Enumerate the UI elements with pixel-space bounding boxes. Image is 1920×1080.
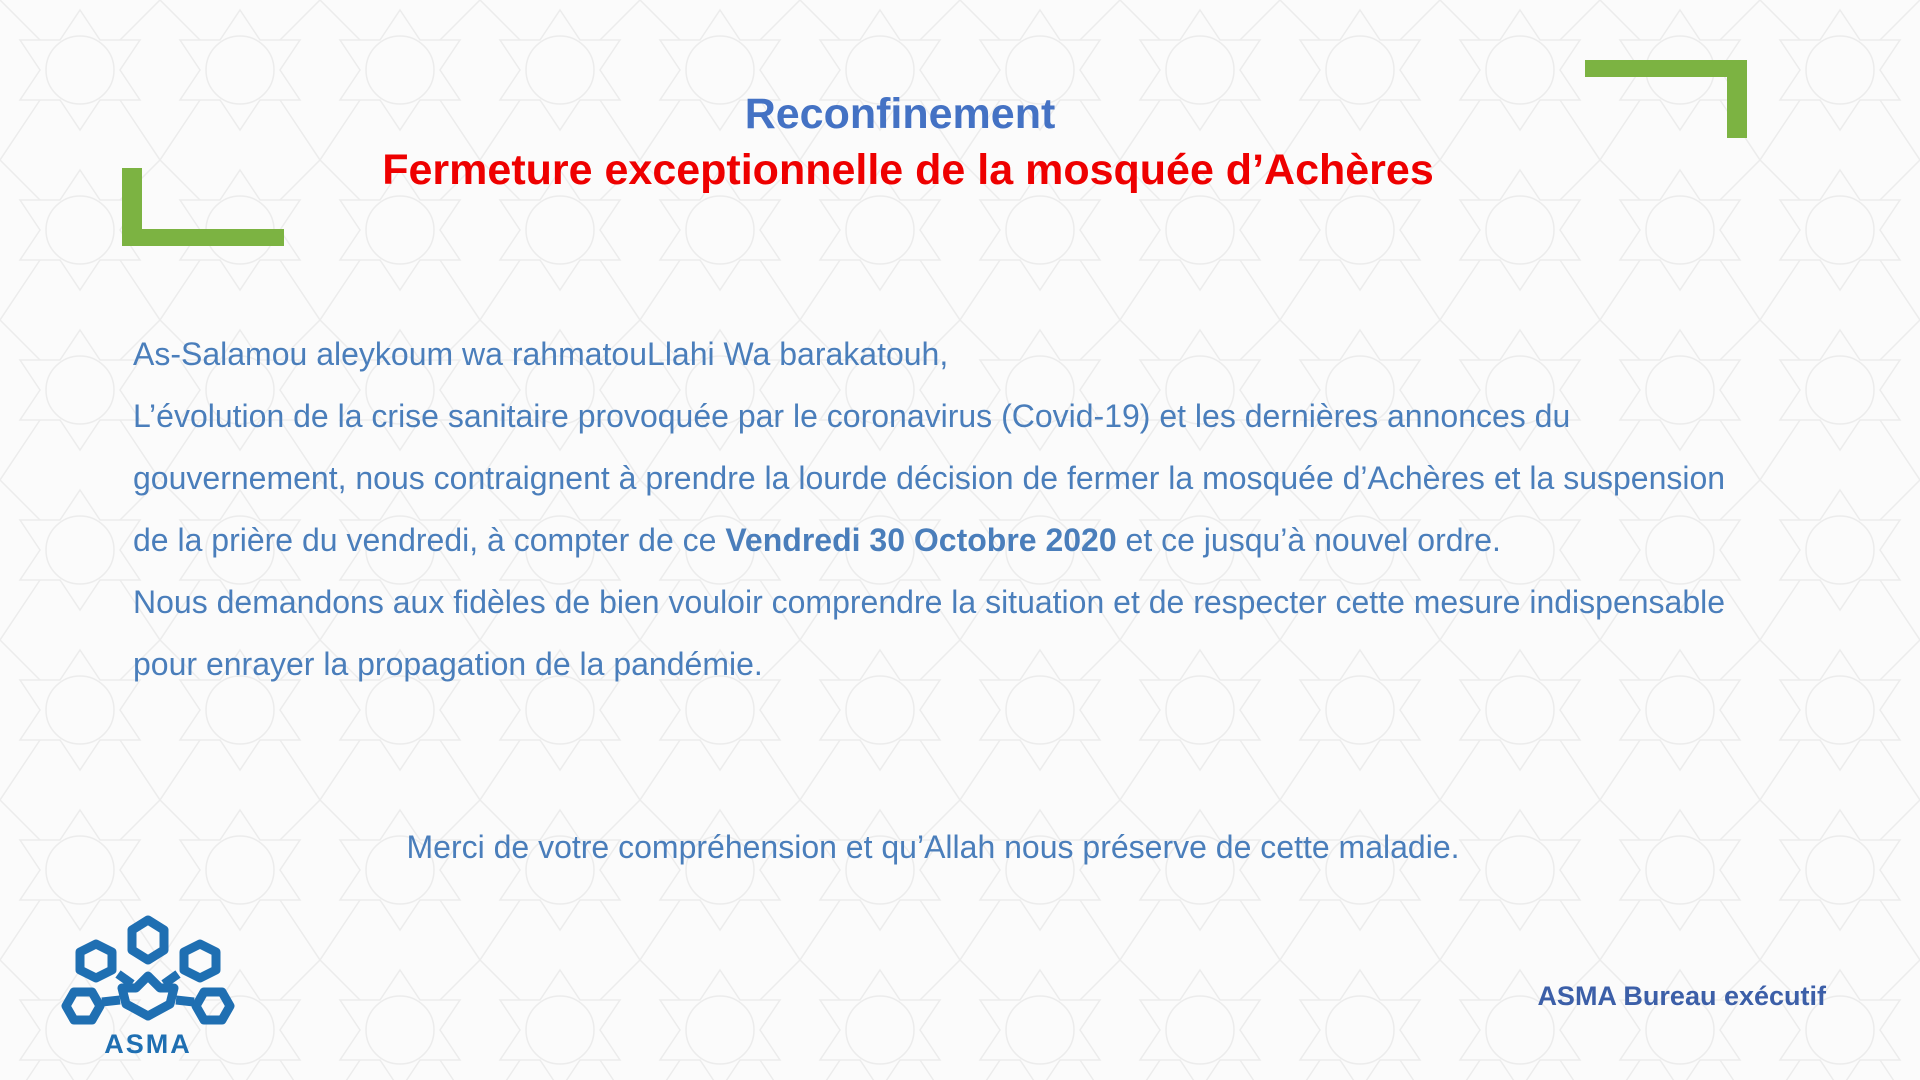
announcement-body: [133, 323, 1763, 695]
logo-text: ASMA: [104, 1029, 192, 1059]
asma-logo: [56, 912, 246, 1062]
closing-date: Vendredi 30 Octobre 2020: [725, 522, 1117, 558]
page-subtitle: Fermeture exceptionnelle de la mosquée d’Achères: [382, 146, 1434, 194]
paragraph-text-end: et ce jusqu’à nouvel ordre.: [1116, 522, 1501, 558]
signature: ASMA Bureau exécutif: [1537, 981, 1826, 1011]
paragraph-text-start: L’évolution de la crise sanitaire provoquée par le coronavirus (Covid-19) et les dernières annonces du gouvernement, nous contraignent à prendre la lourde décision de fermer la mosquée d’Achères et la suspension de la prière du vendredi, à compter de ce: [133, 398, 1726, 558]
announcement-paragraph: [133, 385, 1763, 571]
asma-logo-icon: [56, 912, 240, 1032]
page-title: Reconfinement: [744, 90, 1056, 138]
request-paragraph: Nous demandons aux fidèles de bien vouloir comprendre la situation et de respecter cette mesure indispensable pour enrayer la propagation de la pandémie.: [133, 584, 1726, 682]
thanks-text: Merci de votre compréhension et qu’Allah nous préserve de cette maladie.: [406, 829, 1460, 865]
greeting-text: As-Salamou aleykoum wa rahmatouLlahi Wa barakatouh,: [133, 336, 949, 372]
